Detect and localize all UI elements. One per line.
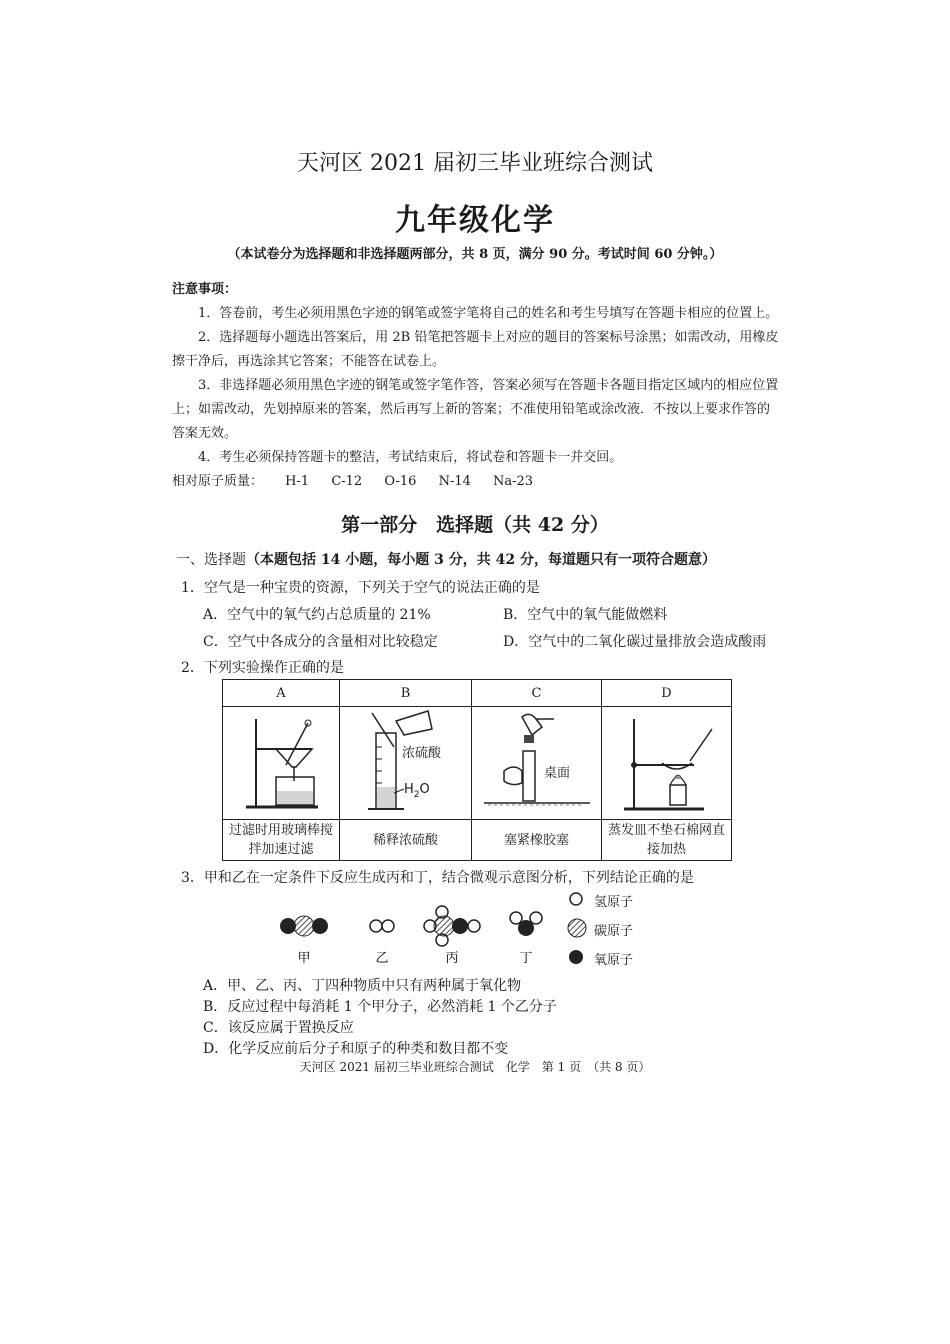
- notes-heading: 注意事项：: [172, 282, 238, 297]
- exam-title: 天河区 2021 届初三毕业班综合测试: [297, 151, 653, 176]
- q3-option-b: B．反应过程中每消耗 1 个甲分子，必然消耗 1 个乙分子: [203, 999, 557, 1015]
- hydrogen-atom-icon: [566, 889, 586, 909]
- water-label: [404, 782, 430, 800]
- q3-option-d: D．化学反应前后分子和原子的种类和数目都不变: [203, 1041, 509, 1057]
- table-label: 桌面: [543, 766, 570, 781]
- acid-label: 浓硫酸: [401, 746, 441, 761]
- q2-caption-a: 过滤时用玻璃棒搅拌加速过滤: [223, 820, 340, 861]
- molecule-bing: [424, 906, 480, 946]
- section-desc: （本题包括 14 小题，每小题 3 分，共 42 分，每道题只有一项符合题意）: [246, 552, 716, 568]
- q2-header-d: D: [602, 680, 732, 707]
- q3-stem: 3．甲和乙在一定条件下反应生成丙和丁，结合微观示意图分析，下列结论正确的是: [181, 870, 694, 886]
- legend-carbon: 碳原子: [594, 924, 634, 939]
- subject-title: 九年级化学: [395, 203, 555, 238]
- molecule-label: 乙: [375, 951, 389, 966]
- atomic-mass: Na-23: [493, 474, 534, 489]
- q2-header-a: A: [223, 680, 340, 707]
- q1-option-b: B．空气中的氧气能做燃料: [503, 607, 668, 623]
- carbon-atom-icon: [566, 917, 588, 939]
- evaporation-illustration: [602, 707, 732, 820]
- water-label-h: H: [403, 782, 414, 797]
- water-label-o: O: [419, 782, 430, 797]
- molecule-yi: [370, 920, 394, 932]
- page-footer: 天河区 2021 届初三毕业班综合测试 化学 第 1 页 （共 8 页）: [299, 1060, 651, 1074]
- reaction-diagram: [270, 900, 690, 980]
- molecule-ding: [510, 912, 542, 936]
- note-item: 2．选择题每小题选出答案后，用 2B 铅笔把答题卡上对应的题目的答案标号涂黑；如需改动，用橡皮擦干净后，再选涂其它答案；不能答在试卷上。: [172, 330, 779, 369]
- q2-caption-d: 蒸发皿不垫石棉网直接加热: [602, 820, 732, 861]
- molecule-jia: [280, 916, 328, 936]
- q1-option-c: C．空气中各成分的含量相对比较稳定: [203, 634, 438, 650]
- dilute-acid-illustration: [340, 707, 472, 820]
- atomic-mass: O-16: [384, 474, 417, 489]
- stopper-illustration: [472, 707, 602, 820]
- exam-subtitle: （本试卷分为选择题和非选择题两部分，共 8 页，满分 90 分。考试时间 60 分钟。）: [227, 247, 723, 262]
- section-heading: [176, 549, 716, 569]
- q2-stem: 2．下列实验操作正确的是: [181, 660, 344, 676]
- note-item: 4．考生必须保持答题卡的整洁，考试结束后，将试卷和答题卡一并交回。: [198, 450, 623, 465]
- atomic-mass: C-12: [331, 474, 363, 489]
- q2-operations-table: [222, 679, 732, 861]
- atomic-mass: H-1: [285, 474, 310, 489]
- filtration-illustration: [223, 707, 340, 820]
- molecule-label: 丁: [519, 951, 533, 966]
- atomic-label: 相对原子质量：: [172, 474, 264, 489]
- q2-caption-c: 塞紧橡胶塞: [472, 820, 602, 861]
- molecule-label: 丙: [445, 951, 459, 966]
- section-label: 一、选择题: [176, 552, 246, 568]
- note-item: 3．非选择题必须用黑色字迹的钢笔或签字笔作答，答案必须写在答题卡各题目指定区域内的相应位置上；如需改动，先划掉原来的答案，然后再写上新的答案；不准使用铅笔或涂改液．不按以上要求作答的答案无效。: [172, 378, 779, 441]
- molecule-label: 甲: [297, 951, 311, 966]
- legend-oxygen: 氧原子: [594, 953, 634, 968]
- legend-hydrogen: 氢原子: [594, 895, 634, 910]
- notes-section: [172, 278, 782, 494]
- water-label-sub: 2: [413, 790, 420, 800]
- atomic-mass: N-14: [438, 474, 471, 489]
- q2-header-c: C: [472, 680, 602, 707]
- oxygen-atom-icon: [566, 947, 586, 967]
- note-item: 1．答卷前，考生必须用黑色字迹的钢笔或签字笔将自己的姓名和考生号填写在答题卡相应的位置上。: [198, 306, 779, 321]
- part1-title: 第一部分 选择题（共 42 分）: [341, 514, 609, 536]
- q3-option-c: C．该反应属于置换反应: [203, 1020, 354, 1036]
- q1-stem: 1．空气是一种宝贵的资源，下列关于空气的说法正确的是: [181, 580, 540, 596]
- q1-option-d: D．空气中的二氧化碳过量排放会造成酸雨: [503, 634, 767, 650]
- q2-header-b: B: [340, 680, 472, 707]
- q1-option-a: A．空气中的氧气约占总质量的 21%: [203, 607, 431, 623]
- q2-caption-b: 稀释浓硫酸: [340, 820, 472, 861]
- q3-option-a: A．甲、乙、丙、丁四种物质中只有两种属于氧化物: [203, 978, 522, 994]
- atomic-masses: [172, 470, 782, 494]
